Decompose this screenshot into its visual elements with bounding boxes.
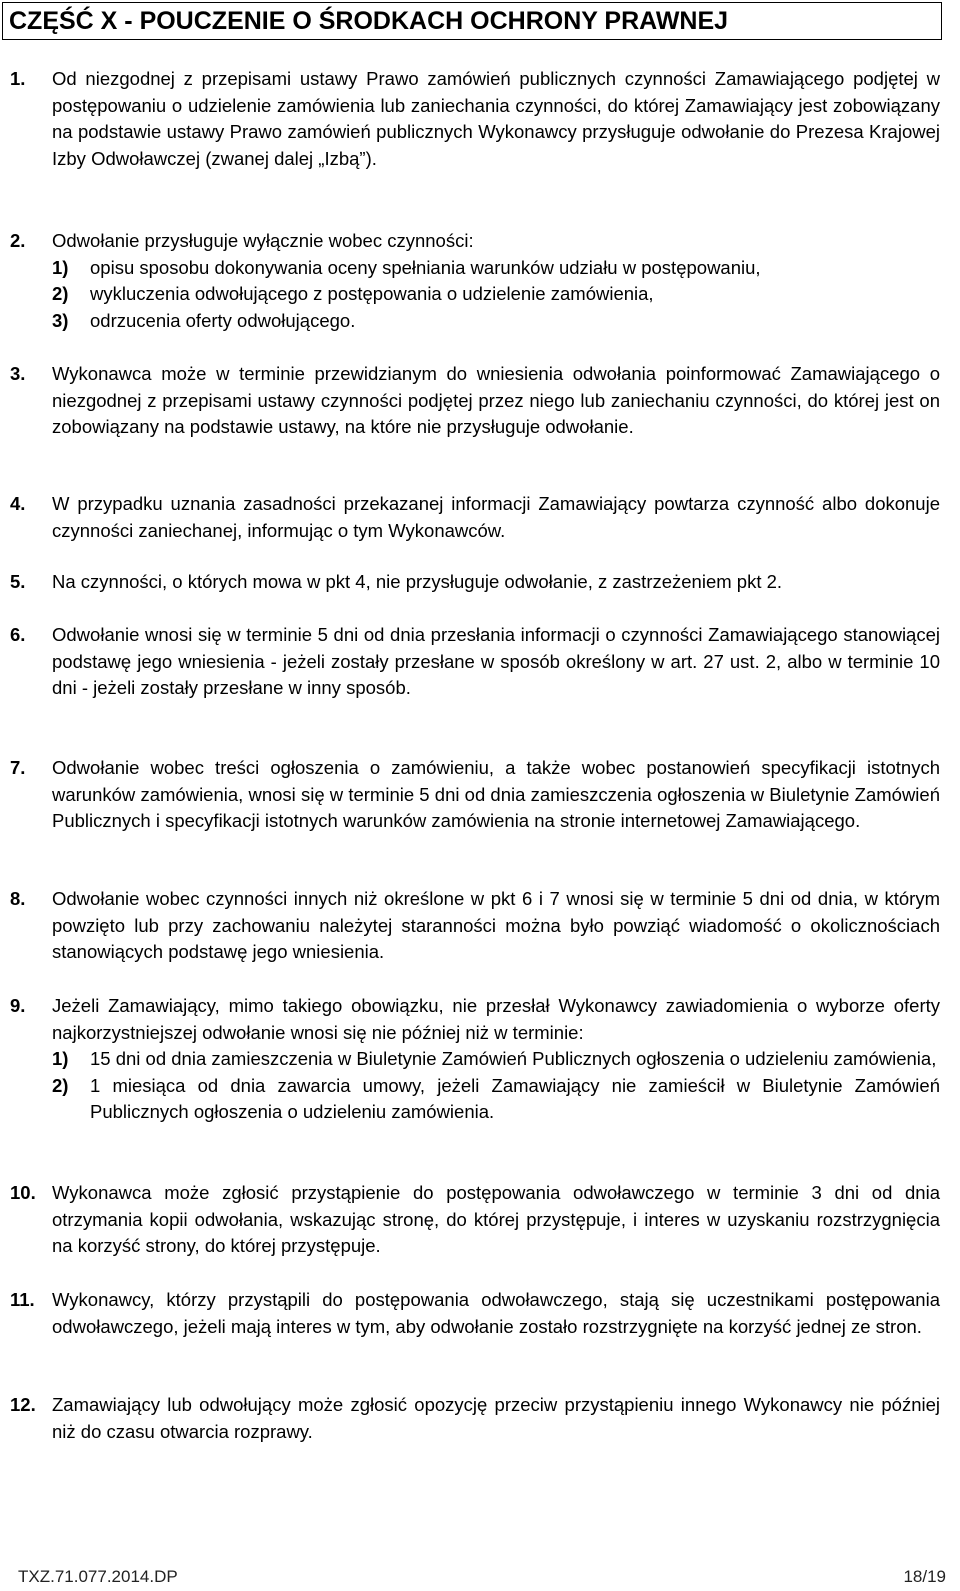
item-text: W przypadku uznania zasadności przekazanej informacji Zamawiający powtarza czynność albo dokonuje czynności zaniechanej, informując o tym Wykonawców. <box>52 493 940 541</box>
sub-item-text: 1 miesiąca od dnia zawarcia umowy, jeżeli Zamawiający nie zamieścił w Biuletynie Zamówień Publicznych ogłoszenia o udzieleniu zamówienia. <box>90 1074 940 1122</box>
item-text: Wykonawca może zgłosić przystąpienie do postępowania odwoławczego w terminie 3 dni od dnia otrzymania kopii odwołania, wskazując stronę, do której przystępuje, i interes w uzyskaniu rozstrzygnięcia na korzyść strony, do której przystępuje. <box>52 1182 940 1256</box>
footer-page-number: 18/19 <box>903 1567 946 1586</box>
item-text: Wykonawcy, którzy przystąpili do postępowania odwoławczego, stają się uczestnikami postępowania odwoławczego, jeżeli mają interes w tym, aby odwołanie zostało rozstrzygnięte na korzyść jednej ze stron. <box>52 1289 940 1337</box>
item-number: 6. <box>10 624 26 645</box>
item-number: 7. <box>10 757 26 778</box>
section-header-box <box>2 2 942 40</box>
sub-item <box>52 281 940 308</box>
item-text: Od niezgodnej z przepisami ustawy Prawo zamówień publicznych czynności Zamawiającego podjętej w postępowaniu o udzielenie zamówienia lub zaniechania czynności, do której Zamawiający jest zobowiązany na podstawie ustawy Prawo zamówień publicznych Wykonawcy przysługuje odwołanie do Prezesa Krajowej Izby Odwoławczej (zwanej dalej „Izbą”). <box>52 68 940 169</box>
item-number: 1. <box>10 68 26 89</box>
sub-item-number: 2) <box>52 1074 69 1096</box>
sub-item-text: odrzucenia oferty odwołującego. <box>90 309 356 331</box>
item-number: 3. <box>10 363 26 384</box>
item-number: 8. <box>10 888 26 909</box>
item-8 <box>10 886 940 966</box>
footer-reference: TXZ.71.077.2014.DP <box>18 1567 178 1586</box>
item-number: 10. <box>10 1182 36 1203</box>
item-text: Na czynności, o których mowa w pkt 4, nie przysługuje odwołanie, z zastrzeżeniem pkt 2. <box>52 571 783 592</box>
item-text: Odwołanie wnosi się w terminie 5 dni od dnia przesłania informacji o czynności Zamawiającego stanowiącej podstawę jego wniesienia - jeżeli zostały przesłane w sposób określony w art. 27 ust. 2, albo w terminie 10 dni - jeżeli zostały przesłane w inny sposób. <box>52 624 940 698</box>
section-title: CZĘŚĆ X - POUCZENIE O ŚRODKACH OCHRONY PRAWNEJ <box>9 7 729 35</box>
item-text: Odwołanie przysługuje wyłącznie wobec czynności: <box>52 230 474 251</box>
sub-item-number: 2) <box>52 283 69 304</box>
item-4 <box>10 491 940 544</box>
sub-item <box>52 1046 940 1073</box>
item-text: Wykonawca może w terminie przewidzianym do wniesienia odwołania poinformować Zamawiającego o niezgodnej z przepisami ustawy czynności podjętej przez niego lub zaniechaniu czynności, do której jest on zobowiązany na podstawie ustawy, na które nie przysługuje odwołanie. <box>52 363 940 437</box>
sub-item-text: opisu sposobu dokonywania oceny spełniania warunków udziału w postępowaniu, <box>90 256 761 278</box>
item-text: Jeżeli Zamawiający, mimo takiego obowiązku, nie przesłał Wykonawcy zawiadomienia o wyborze oferty najkorzystniejszej odwołanie wnosi się nie później niż w terminie: <box>52 995 940 1043</box>
item-number: 9. <box>10 995 26 1016</box>
item-11 <box>10 1287 940 1340</box>
sub-item-number: 1) <box>52 256 69 278</box>
sub-item-text: wykluczenia odwołującego z postępowania o udzielenie zamówienia, <box>90 283 654 304</box>
sub-item <box>52 255 940 282</box>
sub-item <box>52 1073 940 1126</box>
item-7 <box>10 755 940 835</box>
item-text: Odwołanie wobec czynności innych niż określone w pkt 6 i 7 wnosi się w terminie 5 dni od dnia, w którym powzięto lub przy zachowaniu należytej staranności można było powziąć wiadomość o okolicznościach stanowiących podstawę jego wniesienia. <box>52 888 940 962</box>
item-2 <box>10 228 940 334</box>
item-5 <box>10 569 940 596</box>
item-10 <box>10 1180 940 1260</box>
item-number: 12. <box>10 1394 36 1415</box>
item-6 <box>10 622 940 702</box>
item-text: Odwołanie wobec treści ogłoszenia o zamówieniu, a także wobec postanowień specyfikacji istotnych warunków zamówienia, wnosi się w terminie 5 dni od dnia zamieszczenia ogłoszenia w Biuletynie Zamówień Publicznych i specyfikacji istotnych warunków zamówienia na stronie internetowej Zamawiającego. <box>52 757 940 831</box>
item-3 <box>10 361 940 441</box>
item-number: 5. <box>10 571 26 592</box>
sub-item <box>52 308 940 335</box>
item-number: 4. <box>10 493 26 514</box>
sub-item-number: 1) <box>52 1048 69 1069</box>
sub-item-text: 15 dni od dnia zamieszczenia w Biuletynie Zamówień Publicznych ogłoszenia o udzieleniu zamówienia, <box>90 1048 937 1069</box>
item-number: 2. <box>10 230 26 251</box>
item-text: Zamawiający lub odwołujący może zgłosić opozycję przeciw przystąpieniu innego Wykonawcy nie później niż do czasu otwarcia rozprawy. <box>52 1394 940 1442</box>
item-12 <box>10 1392 940 1445</box>
item-9 <box>10 993 940 1126</box>
sub-item-number: 3) <box>52 309 69 331</box>
item-1 <box>10 66 940 172</box>
item-number: 11. <box>10 1289 35 1310</box>
